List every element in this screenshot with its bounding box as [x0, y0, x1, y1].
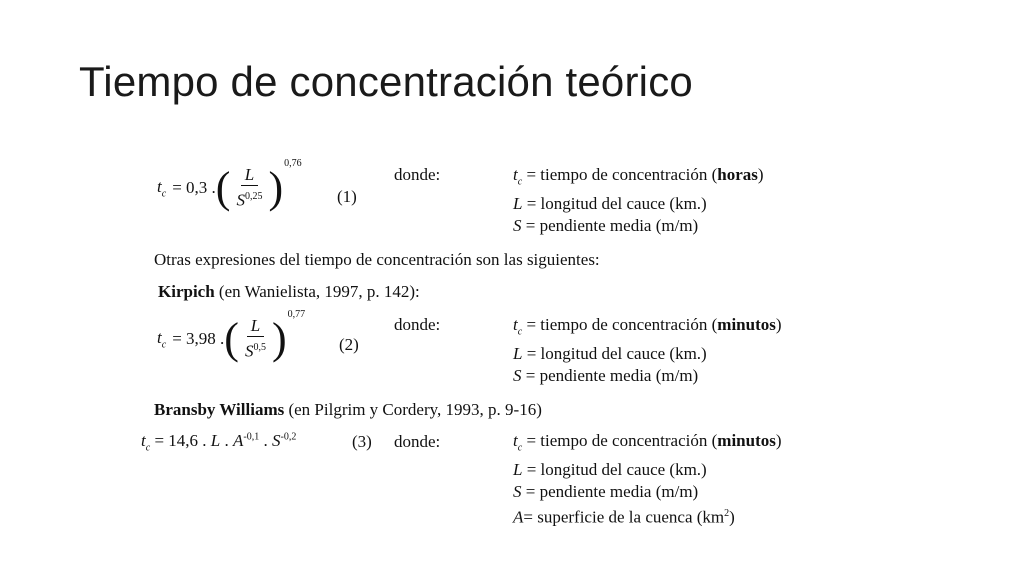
coefficient: = 3,98 .	[172, 328, 225, 348]
denominator: S$^{0,5}$	[244, 341, 266, 361]
numerator: L	[247, 317, 264, 337]
formula-1	[157, 158, 302, 212]
def-A: A= superficie de la cuenca $(km^2)$	[513, 508, 735, 528]
tc-symbol: $t_c$	[157, 327, 167, 351]
formula-3: $t_c = 14,6$ . L . $A^{-0,1}$ . $S^{-0,2}$	[141, 431, 297, 454]
def-tc: $t_c$ = tiempo de concentración (minutos)	[513, 315, 782, 338]
formula-1-label: (1)	[337, 187, 357, 206]
right-paren: )	[268, 162, 284, 212]
left-paren: (	[224, 313, 239, 363]
definitions-1	[513, 164, 764, 237]
def-S: S = pendiente media (m/m)	[513, 366, 699, 386]
donde-label-2: donde:	[394, 315, 441, 334]
def-L: L = longitud del cauce (km.)	[513, 460, 707, 480]
slide-title: Tiempo de concentración teórico	[79, 58, 693, 105]
def-L: L = longitud del cauce (km.)	[513, 194, 707, 214]
bransby-heading: Bransby Williams (en Pilgrim y Cordery, 1993, p. 9-16)	[154, 400, 542, 419]
fraction	[241, 317, 270, 361]
def-S: S = pendiente media (m/m)	[513, 216, 699, 236]
numerator: L	[241, 166, 258, 186]
definitions-2	[513, 314, 782, 387]
formula-2	[157, 309, 306, 363]
donde-label-3: donde:	[394, 432, 441, 451]
fraction	[232, 166, 266, 210]
denominator: S$^{0,25}$	[236, 190, 263, 210]
definitions-3	[513, 430, 782, 529]
formula-2-label: (2)	[339, 335, 359, 354]
def-S: S = pendiente media (m/m)	[513, 482, 699, 502]
def-tc: $t_c$ = tiempo de concentración (horas)	[513, 165, 764, 188]
intro-text: Otras expresiones del tiempo de concentración son las siguientes:	[154, 250, 600, 269]
def-tc: $t_c$ = tiempo de concentración (minutos)	[513, 431, 782, 454]
tc-symbol: $t_c$	[157, 176, 167, 200]
formula-3-label: (3)	[352, 432, 372, 451]
def-L: L = longitud del cauce (km.)	[513, 344, 707, 364]
exponent: 0,77	[287, 309, 306, 321]
left-paren: (	[215, 162, 231, 212]
donde-label-1: donde:	[394, 165, 441, 184]
coefficient: = 0,3 .	[172, 177, 216, 197]
kirpich-heading: Kirpich (en Wanielista, 1997, p. 142):	[158, 282, 420, 301]
right-paren: )	[271, 313, 287, 363]
exponent: 0,76	[284, 158, 302, 170]
